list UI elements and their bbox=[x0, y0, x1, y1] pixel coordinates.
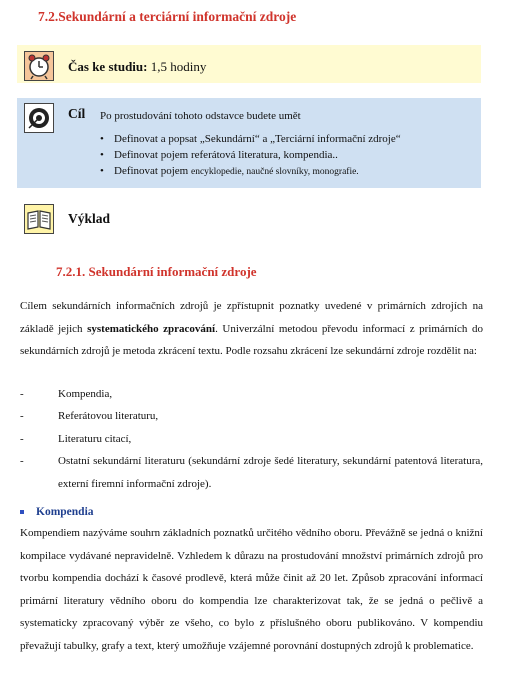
bullet-square-icon bbox=[20, 510, 24, 514]
kompendia-paragraph: Kompendiem nazýváme souhrn základních poznatků určitého vědního oboru. Převážně se jedná o knižní kompilace vydávané nepravidelně. Vzhledem k důrazu na prostudování množství primárních zdrojů pro tvorbu kompendia dochází k časové prodlevě, která může činit až 20 let. Způsob zpracování informací primární literatury vědního oboru do kompendia lze charakterizovat tak, že se jedná o pečlivě a systematicky zpracovaný výběr ze všeho, co bylo z příslušného oboru publikováno. V kompendiu převažují tabulky, grafy a text, který umožňuje vzájemné porovnání dostupných zdrojů k problematice. bbox=[20, 527, 483, 652]
study-time-label: Čas ke studiu: bbox=[68, 59, 148, 74]
intro-paragraph: Cílem sekundárních informačních zdrojů je zpřístupnit poznatky uvedené v primárních zdrojích na základě jejich systematického zpracování. Univerzální metodou převodu informací z primárních do sekundárních zdrojů je metoda zkrácení textu. Podle rozsahu zkrácení lze sekundární zdroje rozdělit na: bbox=[20, 300, 483, 358]
list-item: - Literaturu citací, bbox=[20, 433, 132, 445]
list-item: - Ostatní sekundární literaturu (sekundární zdroje šedé literatury, sekundární patentová literatura, externí firemní informační zdroje). bbox=[20, 455, 483, 490]
goal-item: • Definovat pojem encyklopedie, naučné slovníky, monografie. bbox=[100, 163, 401, 180]
open-book-icon bbox=[24, 204, 54, 234]
study-time bbox=[68, 59, 206, 75]
section-title: 7.2.Sekundární a terciární informační zdroje bbox=[38, 9, 297, 24]
study-time-value: 1,5 hodiny bbox=[150, 59, 207, 74]
subsection-title: 7.2.1. Sekundární informační zdroje bbox=[56, 264, 257, 279]
alarm-clock-icon bbox=[24, 51, 54, 81]
list-item: - Kompendia, bbox=[20, 388, 113, 400]
kompendia-heading: Kompendia bbox=[20, 506, 94, 518]
explanation-label: Výklad bbox=[68, 211, 111, 226]
goal-intro: Po prostudování tohoto odstavce budete umět bbox=[100, 110, 301, 122]
goal-item-small: encyklopedie, naučné slovníky, monografie. bbox=[190, 167, 359, 177]
list-item: - Referátovou literaturu, bbox=[20, 410, 159, 422]
goal-item: • Definovat a popsat „Sekundární“ a „Terciární informační zdroje“ bbox=[100, 131, 401, 147]
target-icon bbox=[24, 103, 54, 133]
goal-title: Cíl bbox=[68, 106, 86, 121]
goal-item: • Definovat pojem referátová literatura, kompendia.. bbox=[100, 147, 401, 163]
goal-list bbox=[100, 131, 401, 180]
